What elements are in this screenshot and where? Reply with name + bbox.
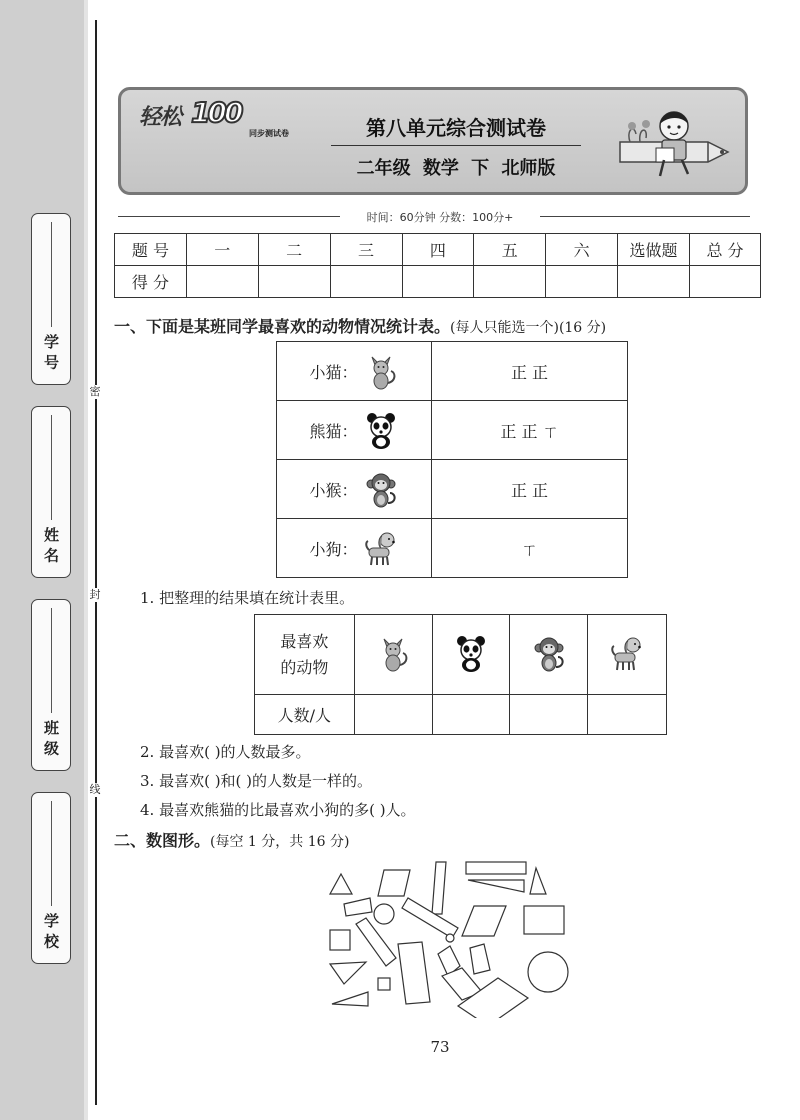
question-1-sub-2: 2. 最喜欢( )的人数最多。 xyxy=(140,743,311,761)
boy-with-pen-icon xyxy=(616,102,736,188)
question-1-title xyxy=(114,314,606,337)
tally-row xyxy=(277,342,628,401)
rectangle-shape xyxy=(398,942,430,1004)
rectangle-shape xyxy=(466,862,526,874)
tally-marks: ㄒ xyxy=(432,519,628,578)
animal-label: 小猴： xyxy=(309,480,358,500)
student-name-label: 姓 名 xyxy=(42,527,60,563)
question-1-note: (每人只能选一个)(16 分) xyxy=(450,320,607,336)
statistics-dog-cell xyxy=(588,615,667,695)
page-number: 73 xyxy=(430,1038,450,1056)
school-field[interactable] xyxy=(31,792,71,964)
score-cell: 一 xyxy=(186,234,258,266)
statistics-panda-cell xyxy=(432,615,510,695)
statistics-head-line-2: 的动物 xyxy=(280,657,329,677)
tally-animal-cell xyxy=(277,519,432,578)
score-input[interactable] xyxy=(618,266,690,298)
score-input[interactable] xyxy=(546,266,618,298)
statistics-count-label: 人数/人 xyxy=(255,695,355,735)
brand-logo xyxy=(139,98,289,138)
student-id-label: 学 号 xyxy=(42,334,60,370)
dog-icon xyxy=(609,633,645,673)
count-input-dog[interactable] xyxy=(588,695,667,735)
question-1-sub-1: 1. 把整理的结果填在统计表里。 xyxy=(140,589,355,607)
question-1-sub-3: 3. 最喜欢( )和( )的人数是一样的。 xyxy=(140,772,373,790)
tally-animal-cell xyxy=(277,460,432,519)
binding-line xyxy=(95,20,97,1105)
score-table xyxy=(114,233,761,298)
statistics-animal-row xyxy=(255,615,667,695)
tally-row xyxy=(277,401,628,460)
square-shape xyxy=(378,978,390,990)
tally-animal-cell xyxy=(277,342,432,401)
tally-table xyxy=(276,341,628,578)
tally-marks: 正 正 ㄒ xyxy=(432,401,628,460)
score-input[interactable] xyxy=(474,266,546,298)
score-input[interactable] xyxy=(258,266,330,298)
score-input[interactable] xyxy=(186,266,258,298)
square-shape xyxy=(330,930,350,950)
binding-word-mi: 密 xyxy=(89,385,101,398)
class-label: 班 级 xyxy=(42,720,60,756)
question-1-sub-4: 4. 最喜欢熊猫的比最喜欢小狗的多( )人。 xyxy=(140,801,416,819)
score-input[interactable] xyxy=(402,266,474,298)
triangle-shape xyxy=(330,962,366,984)
student-id-field[interactable] xyxy=(31,213,71,385)
page-title: 第八单元综合测试卷 xyxy=(366,116,546,140)
question-2-text: 二、数图形。 xyxy=(114,831,211,850)
page-subtitle: 二年级 数学 下 北师版 xyxy=(356,158,556,179)
triangle-shape xyxy=(332,992,368,1006)
tally-marks: 正 正 xyxy=(432,460,628,519)
title-divider xyxy=(331,145,581,146)
score-cell: 得 分 xyxy=(115,266,187,298)
statistics-cat-cell xyxy=(354,615,432,695)
strip-shape xyxy=(402,898,458,938)
exam-info: 时间：60分钟 分数：100分+ xyxy=(366,211,514,224)
panda-icon xyxy=(363,410,399,450)
animal-label: 熊猫： xyxy=(309,421,358,441)
write-line xyxy=(51,608,52,713)
binding-word-feng: 封 xyxy=(89,588,101,601)
animal-label: 小猫： xyxy=(309,362,358,382)
logo-number: 100 xyxy=(191,96,241,129)
class-field[interactable] xyxy=(31,599,71,771)
small-circle-shape xyxy=(446,934,454,942)
tally-row xyxy=(277,519,628,578)
quadrilateral-shape xyxy=(344,898,372,916)
triangle-shape xyxy=(330,874,352,894)
quadrilateral-shape xyxy=(470,944,490,974)
score-value-row xyxy=(115,266,761,298)
header-banner xyxy=(118,87,748,195)
circle-shape xyxy=(374,904,394,924)
dog-icon xyxy=(363,528,399,568)
parallelogram-shape xyxy=(378,870,410,896)
triangle-shape xyxy=(468,880,524,892)
statistics-head xyxy=(255,615,355,695)
question-2-title xyxy=(114,828,349,851)
score-header-row xyxy=(115,234,761,266)
score-cell: 三 xyxy=(330,234,402,266)
score-cell: 二 xyxy=(258,234,330,266)
binding-word-xian: 线 xyxy=(89,783,101,796)
logo-subtitle: 同步测试卷 xyxy=(249,129,289,138)
binding-strip-edge xyxy=(84,0,88,1120)
score-input[interactable] xyxy=(690,266,761,298)
monkey-icon xyxy=(531,633,567,673)
strip-shape xyxy=(356,918,396,966)
strip-shape xyxy=(432,862,446,914)
statistics-head-line-1: 最喜欢 xyxy=(280,631,329,651)
score-cell: 题 号 xyxy=(115,234,187,266)
triangle-shape xyxy=(530,868,546,894)
large-circle-shape xyxy=(528,952,568,992)
score-cell: 五 xyxy=(474,234,546,266)
school-label: 学 校 xyxy=(42,913,60,949)
score-cell: 六 xyxy=(546,234,618,266)
score-cell: 总 分 xyxy=(690,234,761,266)
question-1-text: 一、下面是某班同学最喜欢的动物情况统计表。 xyxy=(114,317,451,336)
tally-row xyxy=(277,460,628,519)
count-input-panda[interactable] xyxy=(432,695,510,735)
question-2-note: (每空 1 分，共 16 分) xyxy=(210,834,350,850)
statistics-monkey-cell xyxy=(510,615,588,695)
monkey-icon xyxy=(363,469,399,509)
cat-icon xyxy=(363,351,399,391)
count-input-monkey[interactable] xyxy=(510,695,588,735)
panda-icon xyxy=(453,633,489,673)
info-rule-left xyxy=(118,216,340,217)
write-line xyxy=(51,222,52,327)
logo-text: 轻松 xyxy=(139,105,182,130)
statistics-count-row xyxy=(255,695,667,735)
score-cell: 四 xyxy=(402,234,474,266)
cat-icon xyxy=(375,633,411,673)
tally-animal-cell xyxy=(277,401,432,460)
student-name-field[interactable] xyxy=(31,406,71,578)
statistics-table xyxy=(254,614,667,735)
rectangle-shape xyxy=(524,906,564,934)
score-input[interactable] xyxy=(330,266,402,298)
tally-marks: 正 正 xyxy=(432,342,628,401)
parallelogram-shape xyxy=(462,906,506,936)
info-rule-right xyxy=(540,216,750,217)
animal-label: 小狗： xyxy=(309,539,358,559)
write-line xyxy=(51,415,52,520)
score-cell: 选做题 xyxy=(618,234,690,266)
write-line xyxy=(51,801,52,906)
count-input-cat[interactable] xyxy=(354,695,432,735)
shapes-figure xyxy=(318,858,580,1018)
